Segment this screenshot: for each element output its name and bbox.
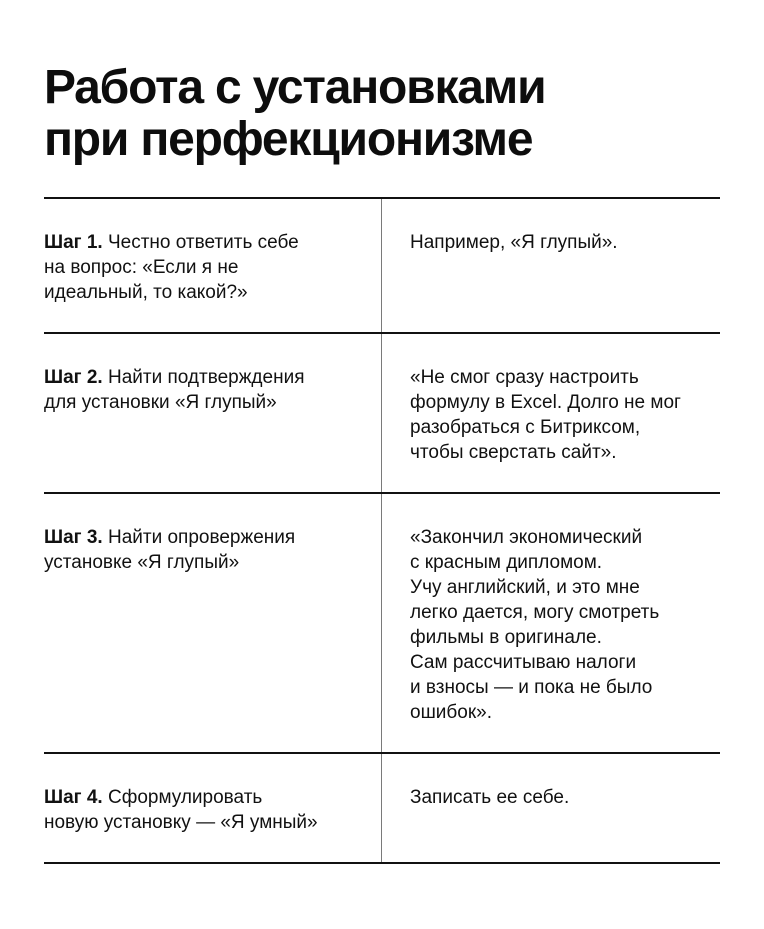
step-line: для установки «Я глупый» [44,392,277,413]
step-label: Шаг 3. [44,527,103,548]
example-line: «Закончил экономический [410,527,643,548]
title-line-2: при перфекционизме [44,113,533,166]
example-cell [410,230,726,255]
table-row-step-3 [44,494,720,754]
page-title [44,62,724,166]
example-line: Сам рассчитываю налоги [410,652,637,673]
step-line: на вопрос: «Если я не [44,257,239,278]
table-row-step-1 [44,199,720,334]
step-label: Шаг 2. [44,367,103,388]
step-line: идеальный, то какой?» [44,282,248,303]
example-line: Например, «Я глупый». [410,232,618,253]
example-cell [410,365,726,465]
example-line: фильмы в оригинале. [410,627,602,648]
example-line: и взносы — и пока не было [410,677,653,698]
step-line: Шаг 2. Найти подтверждения [44,367,305,388]
example-line: Учу английский, и это мне [410,577,640,598]
step-cell [44,785,364,835]
table-row-step-4 [44,754,720,864]
step-label: Шаг 1. [44,232,103,253]
example-line: формулу в Excel. Долго не мог [410,392,681,413]
step-cell [44,230,364,305]
step-line: Шаг 3. Найти опровержения [44,527,296,548]
example-line: «Не смог сразу настроить [410,367,639,388]
title-line-1: Работа с установками [44,61,546,114]
example-cell [410,785,726,810]
step-line: Шаг 1. Честно ответить себе [44,232,299,253]
step-cell [44,525,364,575]
example-line: легко дается, могу смотреть [410,602,660,623]
example-line: с красным дипломом. [410,552,603,573]
step-line: установке «Я глупый» [44,552,240,573]
table-row-step-2 [44,334,720,494]
step-cell [44,365,364,415]
steps-table [44,197,720,864]
step-line: Шаг 4. Сформулировать [44,787,263,808]
example-line: Записать ее себе. [410,787,570,808]
example-cell [410,525,726,725]
example-line: чтобы сверстать сайт». [410,442,617,463]
example-line: разобраться с Битриксом, [410,417,641,438]
example-line: ошибок». [410,702,493,723]
step-line: новую установку — «Я умный» [44,812,318,833]
step-label: Шаг 4. [44,787,103,808]
